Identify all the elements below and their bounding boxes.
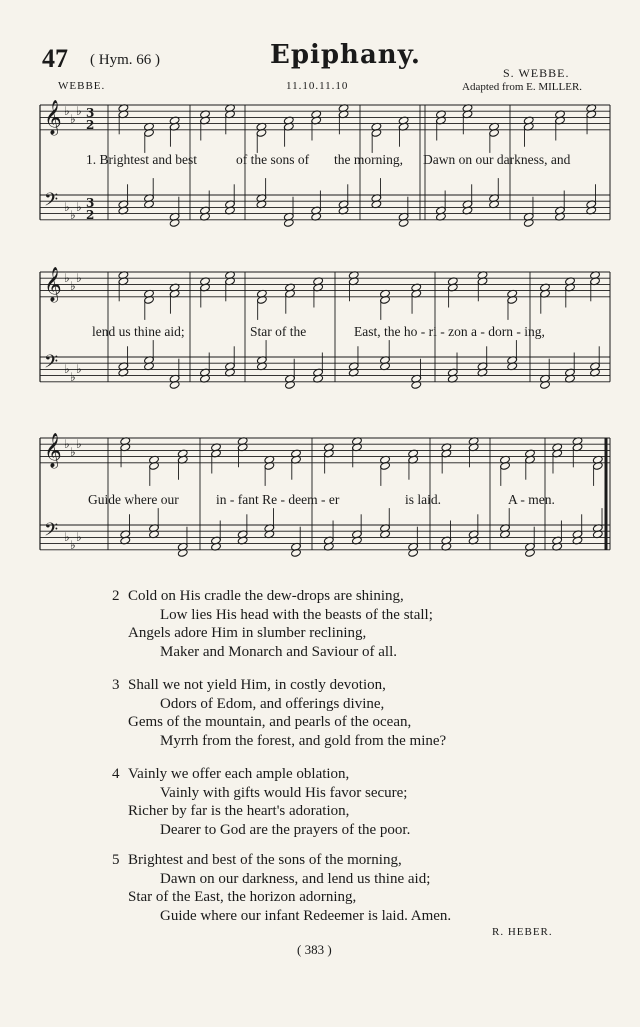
flat-icon: ♭	[70, 370, 76, 384]
hymn-title: Epiphany.	[270, 40, 421, 70]
treble-clef-icon: 𝄞	[44, 100, 62, 135]
verse-line: Low lies His head with the beasts of the stall;	[160, 606, 433, 623]
flat-icon: ♭	[70, 208, 76, 222]
flat-icon: ♭	[76, 104, 82, 118]
verse-line: Angels adore Him in slumber reclining,	[128, 625, 367, 642]
flat-icon: ♭	[70, 538, 76, 552]
verse-line: 3 Shall we not yield Him, in costly devotion,	[112, 677, 386, 693]
verse-number: 5	[112, 852, 120, 868]
hymn-number: 47	[42, 44, 68, 73]
bass-clef-icon: 𝄢	[44, 520, 59, 545]
flat-icon: ♭	[76, 271, 82, 285]
flat-icon: ♭	[70, 445, 76, 459]
verse-5	[112, 851, 452, 925]
lyric-2c: East, the ho - ri - zon a - dorn - ing,	[354, 324, 545, 339]
composer: S. WEBBE.	[503, 66, 570, 80]
lyric-1b: of the sons of	[236, 152, 310, 167]
flat-icon: ♭	[64, 271, 70, 285]
lyric-2a: lend us thine aid;	[92, 324, 185, 339]
flat-icon: ♭	[76, 362, 82, 376]
flat-icon: ♭	[76, 530, 82, 544]
verse-line: Maker and Monarch and Saviour of all.	[160, 643, 398, 660]
bass-clef-icon: 𝄢	[44, 352, 59, 377]
time-signature: 3	[86, 106, 95, 120]
bass-clef-icon: 𝄢	[44, 190, 59, 215]
page-number: ( 383 )	[297, 942, 332, 957]
flat-icon: ♭	[64, 437, 70, 451]
hymn-reference: ( Hym. 66 )	[90, 52, 160, 68]
lyric-1d: Dawn on our darkness, and	[423, 152, 571, 167]
verse-4	[112, 765, 411, 839]
flat-icon: ♭	[76, 437, 82, 451]
lyric-3c: is laid.	[405, 492, 441, 507]
flat-icon: ♭	[70, 279, 76, 293]
lyric-1a: 1. Brightest and best	[86, 152, 197, 167]
verse-number: 2	[112, 588, 120, 604]
verse-3	[112, 676, 447, 750]
verse-number: 3	[112, 677, 120, 693]
verse-line: Myrrh from the forest, and gold from the mine?	[160, 732, 447, 749]
lyric-1c: the morning,	[334, 152, 403, 167]
treble-clef-icon: 𝄞	[44, 267, 62, 302]
verse-line: Odors of Edom, and offerings divine,	[160, 695, 385, 712]
verse-2	[112, 587, 433, 661]
time-signature: 3	[86, 196, 95, 210]
verse-line: Richer by far is the heart's adoration,	[128, 803, 350, 820]
verse-line: Dearer to God are the prayers of the poor.	[160, 821, 411, 838]
flat-icon: ♭	[64, 104, 70, 118]
lyric-3a: Guide where our	[88, 492, 179, 507]
time-signature: 2	[86, 208, 95, 222]
verse-line: 5 Brightest and best of the sons of the morning,	[112, 852, 402, 868]
verse-line: Dawn on our darkness, and lend us thine aid;	[160, 870, 431, 887]
verse-line: Vainly with gifts would His favor secure;	[160, 784, 408, 801]
flat-icon: ♭	[64, 200, 70, 214]
flat-icon: ♭	[64, 362, 70, 376]
verse-line: Guide where our infant Redeemer is laid. Amen.	[160, 907, 452, 924]
treble-clef-icon: 𝄞	[44, 433, 62, 468]
verse-line: Star of the East, the horizon adorning,	[128, 889, 357, 906]
arranger: Adapted from E. MILLER.	[462, 81, 583, 93]
lyric-3b: in - fant Re - deem - er	[216, 492, 340, 507]
meter: 11.10.11.10	[286, 80, 349, 92]
verse-number: 4	[112, 766, 120, 782]
tune-name: WEBBE.	[58, 80, 106, 92]
lyricist: R. HEBER.	[492, 926, 553, 938]
verse-line: 2 Cold on His cradle the dew-drops are shining,	[112, 588, 404, 604]
lyric-3d: A - men.	[508, 492, 555, 507]
flat-icon: ♭	[76, 200, 82, 214]
verse-line: 4 Vainly we offer each ample oblation,	[112, 766, 350, 782]
flat-icon: ♭	[70, 112, 76, 126]
flat-icon: ♭	[64, 530, 70, 544]
lyric-2b: Star of the	[250, 324, 307, 339]
time-signature: 2	[86, 118, 95, 132]
verse-line: Gems of the mountain, and pearls of the ocean,	[128, 714, 412, 731]
